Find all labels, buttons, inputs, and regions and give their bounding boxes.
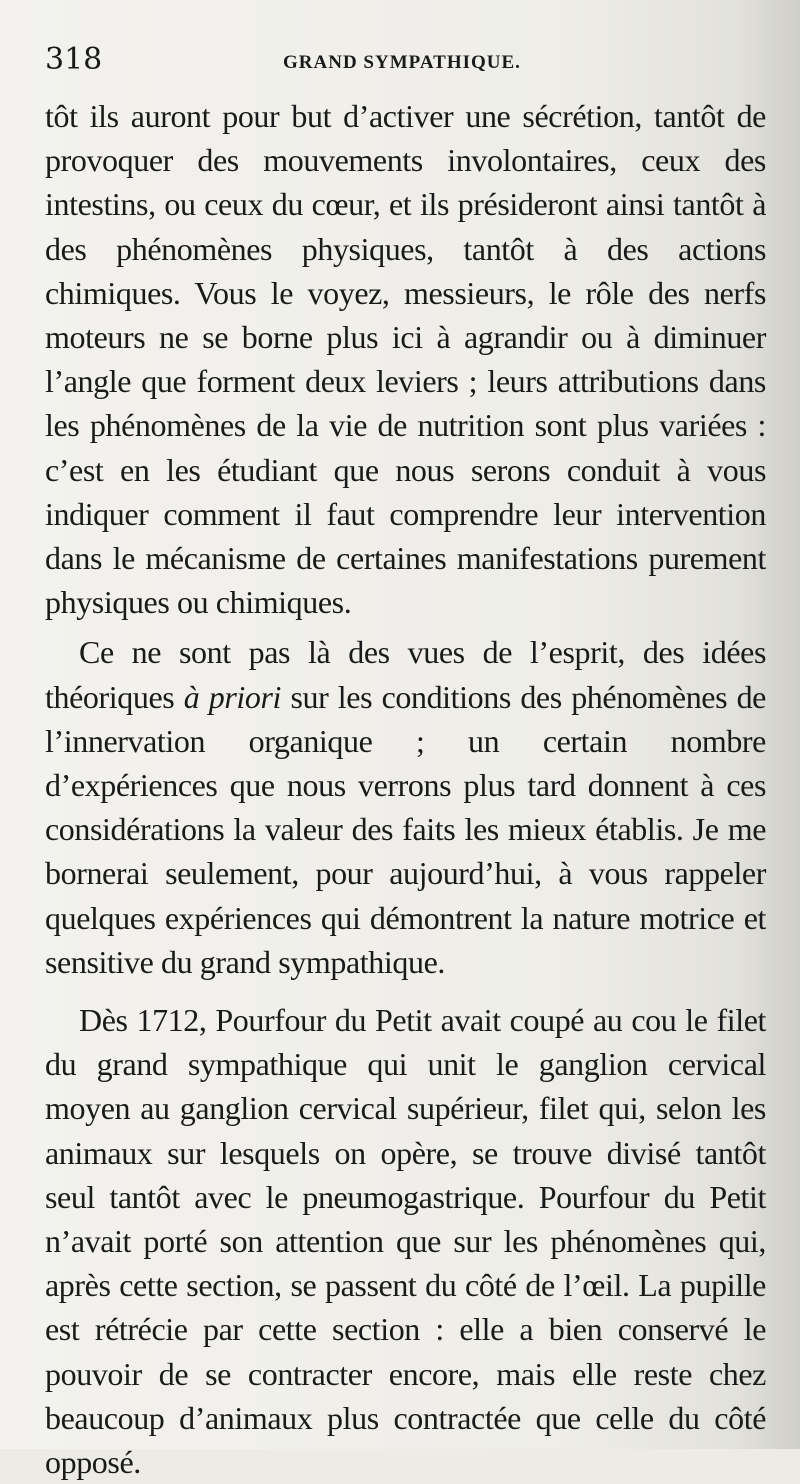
italic-a-priori: à priori [183, 678, 282, 715]
paragraph-continuation: tôt ils auront pour but d’activer une sécrétion, tantôt de provoquer des mouvements involontaires, ceux des intestins, ou ceux du cœur, et ils présideront ainsi tantôt à des phénomènes physiques, tantôt à des actions chimiques. Vous le voyez, messieurs, le rôle des nerfs moteurs ne se borne plus ici à agrandir ou à diminuer l’angle que forment deux leviers ; leurs attributions dans les phénomènes de la vie de nutrition sont plus variées : c’est en les étudiant que nous serons conduit à vous indiquer comment il faut comprendre leur intervention dans le mécanisme de certaines manifestations purement physiques ou chimiques. [45, 98, 766, 621]
page-number: 318 [45, 42, 103, 77]
body-text [45, 94, 766, 1484]
running-head [45, 40, 766, 84]
paragraph-pourfour-du-petit: Dès 1712, Pourfour du Petit avait coupé au cou le filet du grand sympathique qui unit le ganglion cervical moyen au ganglion cervical supérieur, filet qui, selon les animaux sur lesquels on opère, se trouve divisé tantôt seul tantôt avec le pneumogastrique. Pourfour du Petit n’avait porté son attention que sur les phénomènes qui, après cette section, se passent du côté de l’œil. La pupille est rétrécie par cette section : elle a bien conservé le pouvoir de se contracter encore, mais elle reste chez beaucoup d’animaux plus contractée que celle du côté opposé. [45, 1002, 766, 1481]
paragraph-a-priori-before: Ce ne sont pas là des vues de l’esprit, des idées théoriques [45, 634, 766, 715]
paragraph-a-priori [45, 630, 766, 984]
running-title: GRAND SYMPATHIQUE. [283, 52, 521, 73]
paragraph-a-priori-after: sur les conditions des phénomènes de l’innervation organique ; un certain nombre d’expériences que nous verrons plus tard donnent à ces considérations la valeur des faits les mieux établis. Je me bornerai seulement, pour aujourd’hui, à vous rappeler quelques expériences qui démontrent la nature motrice et sensitive du grand sympathique. [45, 678, 766, 980]
